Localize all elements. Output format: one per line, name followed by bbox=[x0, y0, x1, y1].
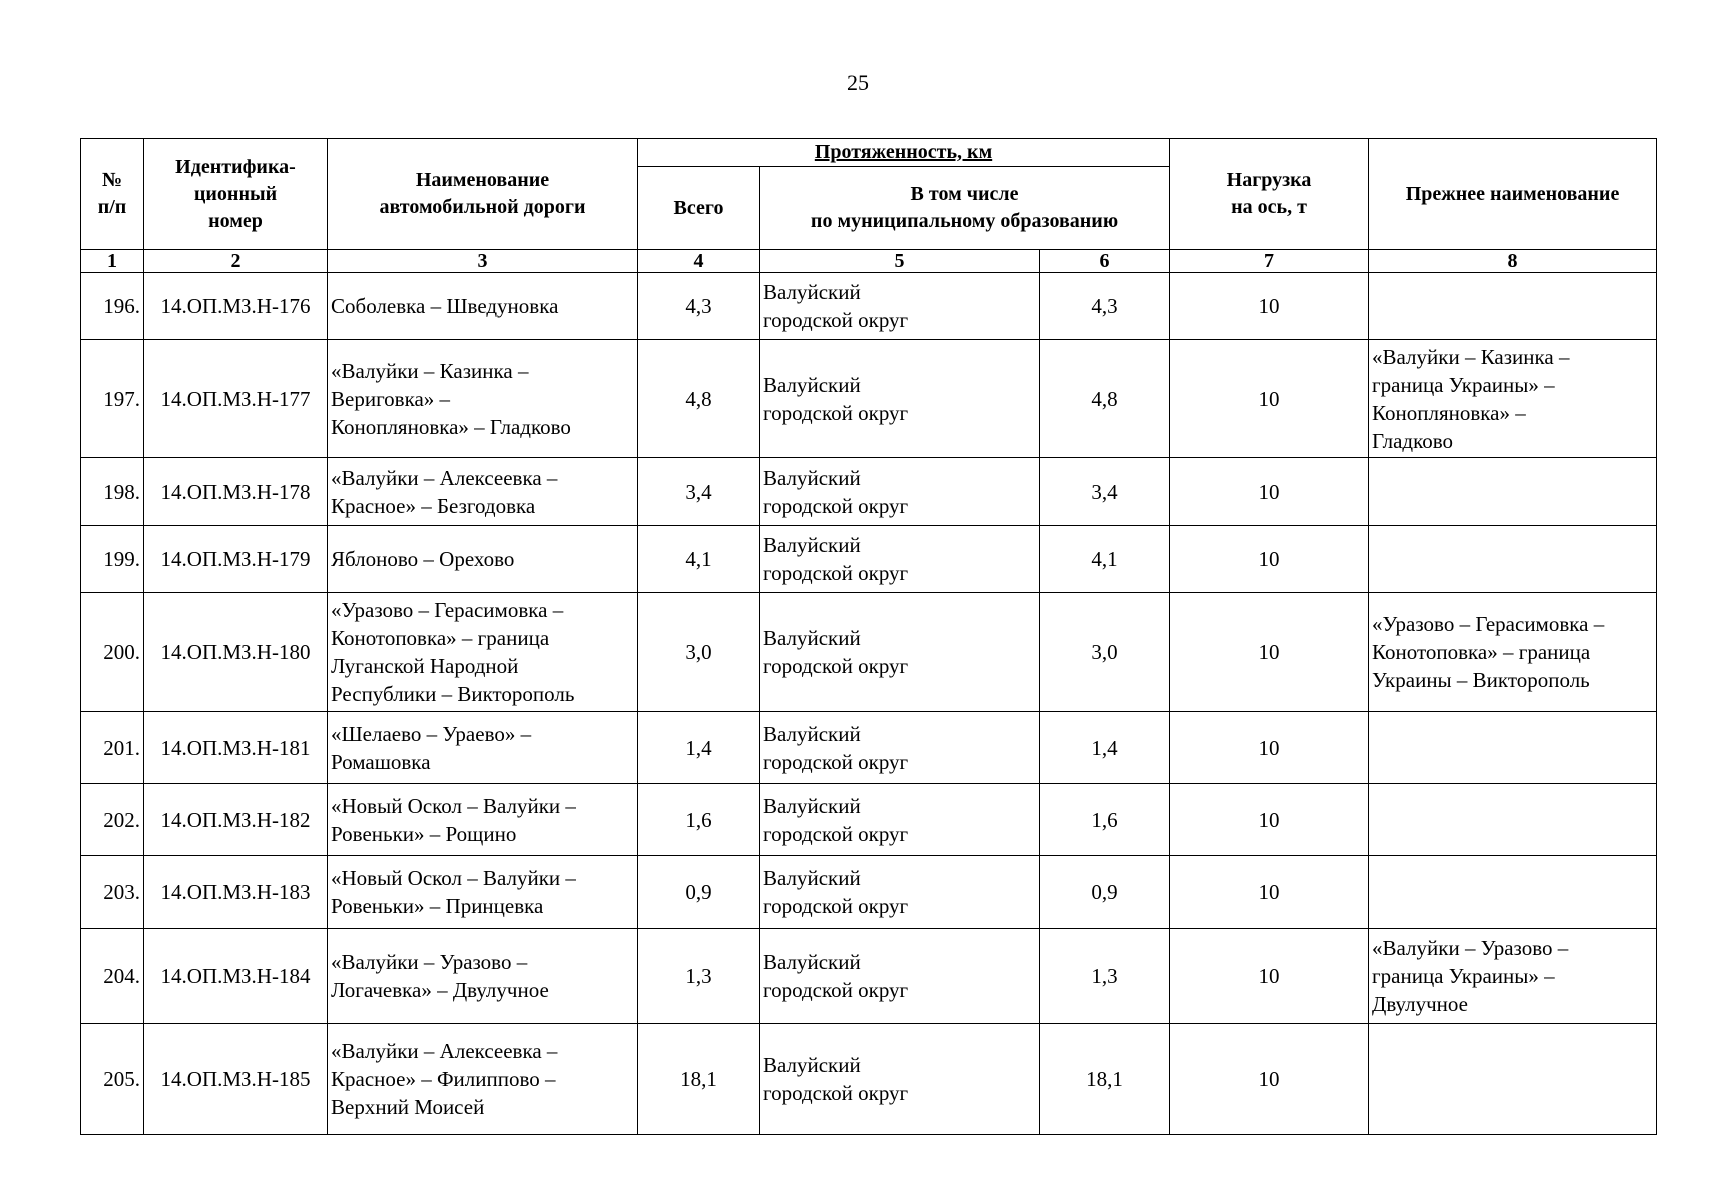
length-total: 1,4 bbox=[638, 712, 760, 784]
header-total: Всего bbox=[638, 167, 760, 250]
municipal-length: 4,8 bbox=[1040, 340, 1170, 458]
length-total: 0,9 bbox=[638, 856, 760, 929]
row-number: 196. bbox=[81, 273, 144, 340]
municipality: Валуйский городской округ bbox=[760, 458, 1040, 526]
header-id: Идентифика- ционный номер bbox=[144, 139, 328, 250]
municipal-length: 0,9 bbox=[1040, 856, 1170, 929]
road-name: «Валуйки – Казинка – Вериговка» – Конопляновка» – Гладково bbox=[328, 340, 638, 458]
road-id: 14.ОП.МЗ.Н-180 bbox=[144, 593, 328, 712]
column-number: 6 bbox=[1040, 250, 1170, 273]
axle-load: 10 bbox=[1170, 340, 1369, 458]
previous-name: «Валуйки – Казинка – граница Украины» – Конопляновка» – Гладково bbox=[1369, 340, 1657, 458]
row-number: 204. bbox=[81, 929, 144, 1024]
length-total: 4,3 bbox=[638, 273, 760, 340]
municipality: Валуйский городской округ bbox=[760, 340, 1040, 458]
length-total: 4,8 bbox=[638, 340, 760, 458]
axle-load: 10 bbox=[1170, 458, 1369, 526]
column-number: 1 bbox=[81, 250, 144, 273]
table-row bbox=[81, 1024, 1657, 1135]
table-row bbox=[81, 273, 1657, 340]
row-number: 198. bbox=[81, 458, 144, 526]
row-number: 202. bbox=[81, 784, 144, 856]
road-id: 14.ОП.МЗ.Н-177 bbox=[144, 340, 328, 458]
previous-name bbox=[1369, 856, 1657, 929]
roads-table bbox=[80, 138, 1657, 1135]
column-number: 7 bbox=[1170, 250, 1369, 273]
axle-load: 10 bbox=[1170, 784, 1369, 856]
previous-name bbox=[1369, 712, 1657, 784]
axle-load: 10 bbox=[1170, 273, 1369, 340]
header-length-group: Протяженность, км bbox=[638, 139, 1170, 167]
column-number-row bbox=[81, 250, 1657, 273]
municipality: Валуйский городской округ bbox=[760, 929, 1040, 1024]
axle-load: 10 bbox=[1170, 1024, 1369, 1135]
row-number: 200. bbox=[81, 593, 144, 712]
header-axle-load: Нагрузка на ось, т bbox=[1170, 139, 1369, 250]
row-number: 205. bbox=[81, 1024, 144, 1135]
municipal-length: 1,6 bbox=[1040, 784, 1170, 856]
table-row bbox=[81, 340, 1657, 458]
road-id: 14.ОП.МЗ.Н-181 bbox=[144, 712, 328, 784]
road-name: Соболевка – Шведуновка bbox=[328, 273, 638, 340]
axle-load: 10 bbox=[1170, 856, 1369, 929]
previous-name bbox=[1369, 273, 1657, 340]
road-id: 14.ОП.МЗ.Н-178 bbox=[144, 458, 328, 526]
road-id: 14.ОП.МЗ.Н-179 bbox=[144, 526, 328, 593]
column-number: 5 bbox=[760, 250, 1040, 273]
road-name: «Валуйки – Уразово – Логачевка» – Двулучное bbox=[328, 929, 638, 1024]
length-total: 1,6 bbox=[638, 784, 760, 856]
axle-load: 10 bbox=[1170, 929, 1369, 1024]
axle-load: 10 bbox=[1170, 712, 1369, 784]
previous-name bbox=[1369, 784, 1657, 856]
table-row bbox=[81, 593, 1657, 712]
road-name: «Валуйки – Алексеевка – Красное» – Безгодовка bbox=[328, 458, 638, 526]
row-number: 201. bbox=[81, 712, 144, 784]
municipality: Валуйский городской округ bbox=[760, 712, 1040, 784]
header-previous-name: Прежнее наименование bbox=[1369, 139, 1657, 250]
column-number: 2 bbox=[144, 250, 328, 273]
row-number: 199. bbox=[81, 526, 144, 593]
table-row bbox=[81, 458, 1657, 526]
road-name: «Валуйки – Алексеевка – Красное» – Филиппово – Верхний Моисей bbox=[328, 1024, 638, 1135]
length-total: 1,3 bbox=[638, 929, 760, 1024]
header-municipal: В том числе по муниципальному образованию bbox=[760, 167, 1170, 250]
municipal-length: 4,1 bbox=[1040, 526, 1170, 593]
row-number: 203. bbox=[81, 856, 144, 929]
length-total: 3,4 bbox=[638, 458, 760, 526]
table-row bbox=[81, 856, 1657, 929]
road-name: «Новый Оскол – Валуйки – Ровеньки» – Принцевка bbox=[328, 856, 638, 929]
road-id: 14.ОП.МЗ.Н-184 bbox=[144, 929, 328, 1024]
previous-name bbox=[1369, 1024, 1657, 1135]
road-id: 14.ОП.МЗ.Н-182 bbox=[144, 784, 328, 856]
column-number: 8 bbox=[1369, 250, 1657, 273]
length-total: 18,1 bbox=[638, 1024, 760, 1135]
previous-name: «Уразово – Герасимовка – Конотоповка» – граница Украины – Викторополь bbox=[1369, 593, 1657, 712]
road-name: «Шелаево – Ураево» – Ромашовка bbox=[328, 712, 638, 784]
table-row bbox=[81, 526, 1657, 593]
header-row-1 bbox=[81, 139, 1657, 167]
municipality: Валуйский городской округ bbox=[760, 593, 1040, 712]
municipal-length: 4,3 bbox=[1040, 273, 1170, 340]
previous-name bbox=[1369, 526, 1657, 593]
length-total: 4,1 bbox=[638, 526, 760, 593]
column-number: 3 bbox=[328, 250, 638, 273]
municipal-length: 18,1 bbox=[1040, 1024, 1170, 1135]
page-number: 25 bbox=[847, 70, 869, 95]
previous-name: «Валуйки – Уразово – граница Украины» – Двулучное bbox=[1369, 929, 1657, 1024]
axle-load: 10 bbox=[1170, 526, 1369, 593]
municipality: Валуйский городской округ bbox=[760, 526, 1040, 593]
municipality: Валуйский городской округ bbox=[760, 856, 1040, 929]
column-number: 4 bbox=[638, 250, 760, 273]
road-name: «Уразово – Герасимовка – Конотоповка» – граница Луганской Народной Республики – Викторополь bbox=[328, 593, 638, 712]
municipal-length: 3,0 bbox=[1040, 593, 1170, 712]
municipal-length: 1,4 bbox=[1040, 712, 1170, 784]
municipality: Валуйский городской округ bbox=[760, 1024, 1040, 1135]
table-row bbox=[81, 712, 1657, 784]
municipal-length: 1,3 bbox=[1040, 929, 1170, 1024]
road-name: Яблоново – Орехово bbox=[328, 526, 638, 593]
road-id: 14.ОП.МЗ.Н-185 bbox=[144, 1024, 328, 1135]
road-name: «Новый Оскол – Валуйки – Ровеньки» – Рощино bbox=[328, 784, 638, 856]
table-row bbox=[81, 784, 1657, 856]
previous-name bbox=[1369, 458, 1657, 526]
table-row bbox=[81, 929, 1657, 1024]
road-id: 14.ОП.МЗ.Н-183 bbox=[144, 856, 328, 929]
header-num: № п/п bbox=[81, 139, 144, 250]
municipality: Валуйский городской округ bbox=[760, 273, 1040, 340]
municipality: Валуйский городской округ bbox=[760, 784, 1040, 856]
row-number: 197. bbox=[81, 340, 144, 458]
axle-load: 10 bbox=[1170, 593, 1369, 712]
municipal-length: 3,4 bbox=[1040, 458, 1170, 526]
road-id: 14.ОП.МЗ.Н-176 bbox=[144, 273, 328, 340]
header-road-name: Наименование автомобильной дороги bbox=[328, 139, 638, 250]
length-total: 3,0 bbox=[638, 593, 760, 712]
